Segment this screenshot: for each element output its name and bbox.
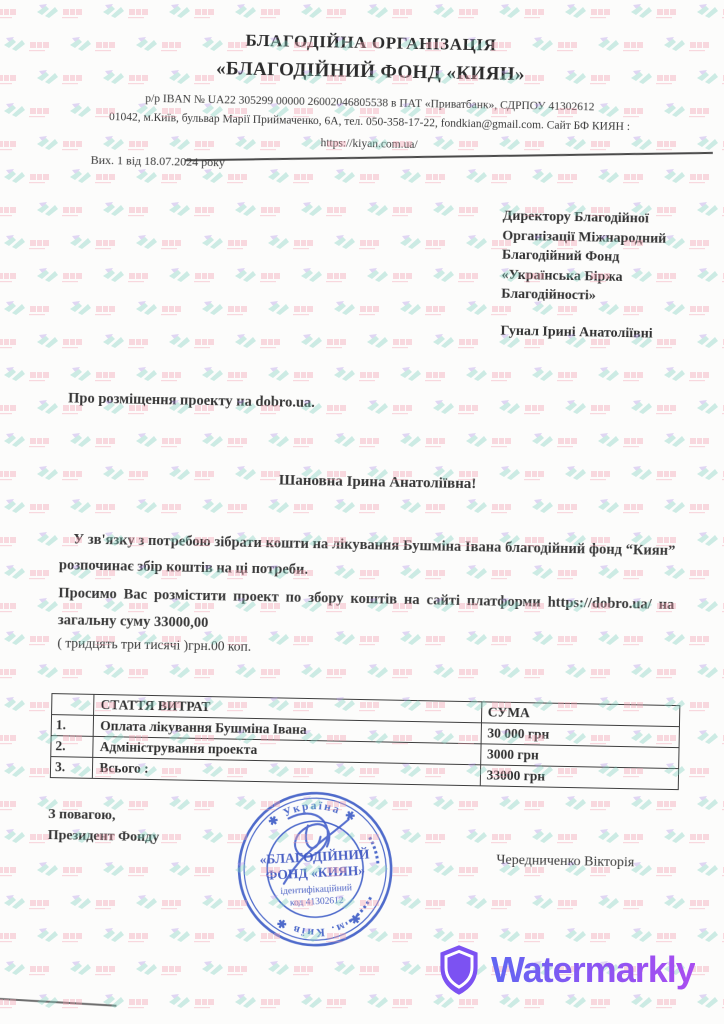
expense-table [50,693,681,790]
closing-line: З повагою, [47,807,116,824]
closing-block [48,804,160,848]
address-line: 01042, м.Київ, бульвар Марії Приймаченко, 6А, тел. 050-358-17-22, fondkian@gmail.com. Сайт БФ КИЯН : [108,111,631,134]
body-paragraph-2: Просимо Вас розмістити проект по збору коштів на сайті платформи https://dobro.ua/ на загальну суму 33000,00 [57,585,675,632]
org-name-line2: «БЛАГОДІЙНИЙ ФОНД «КИЯН» [215,58,526,86]
header-divider [185,152,713,161]
organization-stamp [227,781,403,957]
recipient-line: «Українська Біржа [501,267,623,285]
stamp-center-line3: ідентифікаційний [280,883,353,897]
recipient-line: Благодійний Фонд [501,247,620,265]
stamp-center-line4: код 41302612 [289,895,344,909]
recipient-line: Благодійності» [501,286,596,304]
recipient-line: Організації Міжнародний [502,228,667,247]
expense-table-cell: 3000 грн [480,744,679,769]
reference-number-line: Вих. 1 від 18.07.2024 року [90,152,226,170]
watermarkly-logo [436,944,695,996]
expense-table-cell: 1. [51,715,94,737]
bank-details-line: р/р IBAN № UA22 305299 00000 26002046805538 в ПАТ «Приватбанк», СДРПОУ 41302612 [145,92,595,114]
expense-table-cell: 3. [50,757,93,779]
header-cell-article: СТАТТЯ ВИТРАТ [94,694,482,722]
recipient-name: Гунал Ірині Анатоліївні [500,323,653,342]
website-line: https://kiyan.com.ua/ [320,137,418,151]
recipient-block [500,207,708,345]
header-cell-sum: СУМА [481,702,680,727]
stamp-ring-bottom-text: ✱ м. Київ ✱ [273,910,363,939]
signer-name: Чередниченко Вікторія [496,852,635,871]
expense-table-cell: Оплата лікування Бушміна Івана [93,715,481,743]
expense-table-cell: Всього : [93,757,481,785]
shield-icon [436,944,482,996]
subject-line: Про розміщення проекту на dobro.ua. [67,390,316,412]
body-paragraph-1: У зв'язку з потребою зібрати кошти на лікування Бушміна Івана благодійний фонд “Киян” розпочинає збір коштів на ці потреби. [58,531,676,578]
salutation: Шановна Ірина Анатоліївна! [278,472,477,493]
expense-table-cell: 33000 грн [480,765,679,790]
scan-edge-line [0,998,116,1007]
expense-table-cell: 2. [51,736,94,758]
expense-table-body [50,694,679,790]
expense-table-cell: Адміністрування проекта [93,736,481,764]
stamp-ring-top-text: ✱ Україна ✱ [266,800,359,830]
header-cell-num [52,694,95,716]
recipient-line: Директору Благодійної [502,208,649,227]
stamp-center-line1: «БЛАГОДІЙНИЙ [259,846,370,867]
watermarkly-wordmark: Watermarkly [491,949,695,990]
expense-table-cell: 30 000 грн [481,723,680,748]
stamp-center-line2: ФОНД «КИЯН» [265,862,366,883]
closing-line: Президент Фонду [47,828,160,846]
body-paragraph-3: ( тридцять три тисячі )грн.00 коп. [57,635,252,654]
org-name-line1: БЛАГОДІЙНА ОРГАНІЗАЦІЯ [245,30,497,55]
